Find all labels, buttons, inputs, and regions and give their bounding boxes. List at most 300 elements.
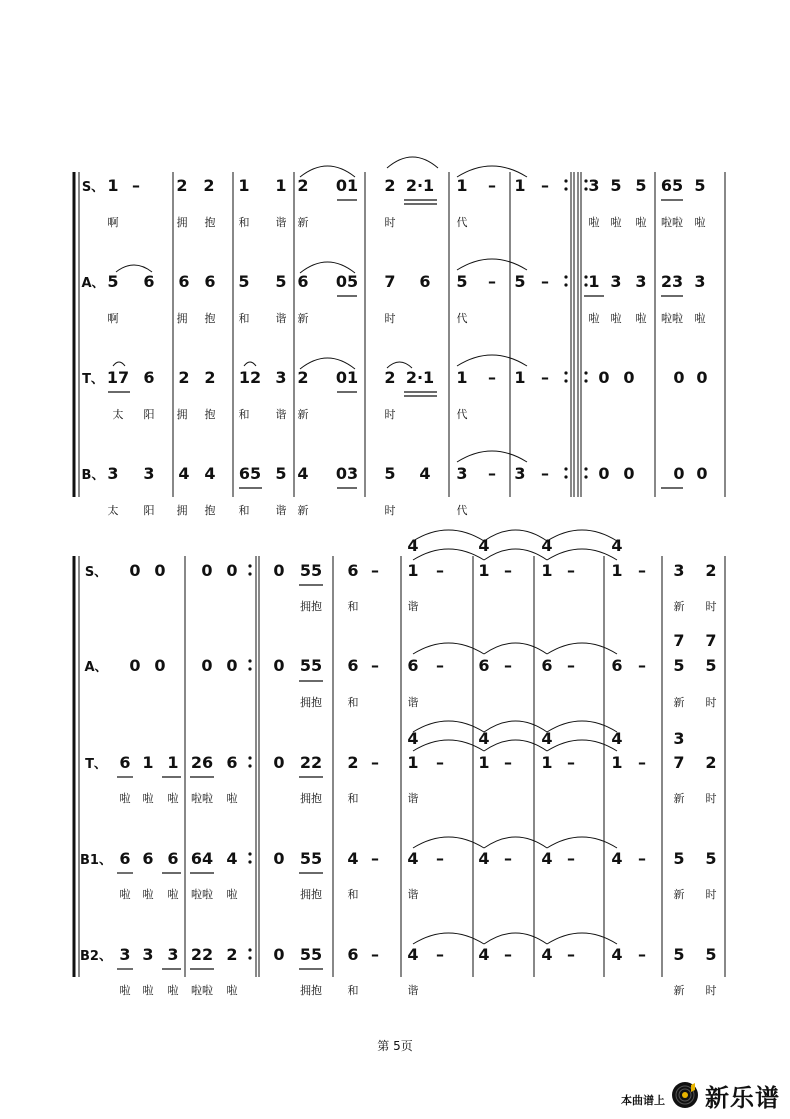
lyric: 新 bbox=[297, 312, 309, 325]
note: 17 bbox=[106, 368, 130, 387]
note: 5 bbox=[384, 464, 396, 483]
lyric: 啦 bbox=[167, 792, 179, 805]
lyric: 抱 bbox=[204, 312, 216, 325]
slur bbox=[113, 362, 125, 366]
note: 6 bbox=[347, 656, 359, 675]
note: 3 bbox=[610, 272, 622, 291]
note: – bbox=[567, 656, 575, 675]
lyric: 和 bbox=[347, 600, 359, 613]
note: 5 bbox=[635, 176, 647, 195]
lyric: 拥 bbox=[176, 216, 188, 229]
note: 5 bbox=[107, 272, 119, 291]
chord-note: 7 bbox=[705, 631, 717, 650]
note: 23 bbox=[660, 272, 684, 291]
lyric: 代 bbox=[456, 408, 468, 421]
lyric: 拥抱 bbox=[300, 600, 322, 613]
note: 6 bbox=[297, 272, 309, 291]
lyric: 和 bbox=[238, 504, 250, 517]
lyric: 啦 bbox=[119, 888, 131, 901]
repeat-dot bbox=[564, 379, 567, 382]
note: – bbox=[132, 176, 140, 195]
lyric: 啦 bbox=[226, 792, 238, 805]
slur bbox=[457, 451, 527, 462]
repeat-dot bbox=[584, 187, 587, 190]
lyric: 谐 bbox=[407, 888, 419, 901]
score-notes bbox=[80, 176, 717, 997]
lyric: 啦 bbox=[694, 312, 706, 325]
lyric: 啦啦 bbox=[191, 984, 213, 997]
note: 4 bbox=[347, 849, 359, 868]
lyric: 谐 bbox=[407, 696, 419, 709]
note: 3 bbox=[167, 945, 179, 964]
slur bbox=[547, 933, 617, 944]
note: 55 bbox=[299, 849, 323, 868]
voice-label: B2、 bbox=[80, 949, 112, 964]
lyric: 拥 bbox=[176, 408, 188, 421]
note: 4 bbox=[297, 464, 309, 483]
slur bbox=[244, 362, 256, 366]
chord-note: 4 bbox=[541, 536, 553, 555]
note: 1 bbox=[275, 176, 287, 195]
note: 22 bbox=[190, 945, 214, 964]
lyric: 时 bbox=[705, 600, 717, 613]
lyric: 和 bbox=[238, 408, 250, 421]
lyric: 阳 bbox=[143, 408, 155, 421]
slur bbox=[484, 933, 547, 944]
note: 4 bbox=[407, 849, 419, 868]
note: – bbox=[371, 945, 379, 964]
lyric: 谐 bbox=[407, 600, 419, 613]
note: – bbox=[504, 753, 512, 772]
repeat-dot bbox=[584, 467, 587, 470]
lyric: 啊 bbox=[107, 216, 119, 229]
note: – bbox=[436, 753, 444, 772]
note: 05 bbox=[335, 272, 359, 291]
lyric: 新 bbox=[297, 504, 309, 517]
note: 55 bbox=[299, 945, 323, 964]
note: 5 bbox=[705, 849, 717, 868]
vinyl-record-icon bbox=[671, 1081, 699, 1109]
note: 01 bbox=[335, 368, 359, 387]
repeat-dot bbox=[584, 475, 587, 478]
note: – bbox=[436, 656, 444, 675]
note: 1 bbox=[407, 561, 419, 580]
slur bbox=[484, 837, 547, 848]
lyric: 和 bbox=[238, 216, 250, 229]
lyric: 新 bbox=[673, 792, 685, 805]
lyric: 和 bbox=[347, 984, 359, 997]
lyric: 太 bbox=[112, 408, 124, 421]
lyric: 新 bbox=[673, 600, 685, 613]
lyric: 阳 bbox=[143, 504, 155, 517]
note: – bbox=[638, 656, 646, 675]
repeat-dot bbox=[248, 564, 251, 567]
repeat-dot bbox=[248, 764, 251, 767]
note: – bbox=[638, 945, 646, 964]
note: – bbox=[504, 849, 512, 868]
note: 6 bbox=[478, 656, 490, 675]
note: – bbox=[488, 368, 496, 387]
note: 0 bbox=[598, 368, 610, 387]
note: 4 bbox=[204, 464, 216, 483]
note: – bbox=[541, 272, 549, 291]
note: 1 bbox=[478, 561, 490, 580]
note: 4 bbox=[541, 849, 553, 868]
note: – bbox=[504, 561, 512, 580]
note: 1 bbox=[611, 561, 623, 580]
slur bbox=[484, 643, 547, 654]
lyric: 谐 bbox=[407, 792, 419, 805]
lyric: 时 bbox=[705, 696, 717, 709]
note: 0 bbox=[273, 753, 285, 772]
note: 4 bbox=[611, 945, 623, 964]
repeat-dot bbox=[564, 371, 567, 374]
note: 0 bbox=[696, 368, 708, 387]
note: 5 bbox=[673, 849, 685, 868]
lyric: 新 bbox=[297, 408, 309, 421]
lyric: 代 bbox=[456, 216, 468, 229]
note: 3 bbox=[635, 272, 647, 291]
lyric: 和 bbox=[347, 696, 359, 709]
repeat-dot bbox=[584, 275, 587, 278]
note: – bbox=[371, 656, 379, 675]
note: 0 bbox=[154, 561, 166, 580]
note: 0 bbox=[273, 656, 285, 675]
lyric: 抱 bbox=[204, 408, 216, 421]
note: 0 bbox=[273, 849, 285, 868]
note: 4 bbox=[419, 464, 431, 483]
lyric: 啦 bbox=[635, 312, 647, 325]
note: 3 bbox=[275, 368, 287, 387]
note: 5 bbox=[673, 945, 685, 964]
note: 1 bbox=[514, 368, 526, 387]
note: 5 bbox=[275, 464, 287, 483]
note: 2·1 bbox=[405, 368, 435, 387]
note: – bbox=[638, 561, 646, 580]
note: 1 bbox=[588, 272, 600, 291]
lyric: 啦 bbox=[142, 888, 154, 901]
note: 5 bbox=[514, 272, 526, 291]
note: 6 bbox=[204, 272, 216, 291]
note: 0 bbox=[154, 656, 166, 675]
note: 1 bbox=[456, 176, 468, 195]
note: – bbox=[567, 753, 575, 772]
note: 2 bbox=[226, 945, 238, 964]
lyric: 啦啦 bbox=[191, 792, 213, 805]
slur bbox=[413, 530, 484, 541]
lyric: 啦啦 bbox=[661, 216, 683, 229]
lyric: 时 bbox=[705, 984, 717, 997]
lyric: 谐 bbox=[275, 312, 287, 325]
lyric: 啦 bbox=[588, 312, 600, 325]
lyric: 啦 bbox=[142, 984, 154, 997]
note: 12 bbox=[238, 368, 262, 387]
lyric: 时 bbox=[384, 312, 396, 325]
note: 65 bbox=[238, 464, 262, 483]
note: – bbox=[436, 945, 444, 964]
lyric: 谐 bbox=[275, 408, 287, 421]
note: 6 bbox=[143, 368, 155, 387]
lyric: 啦啦 bbox=[191, 888, 213, 901]
lyric: 时 bbox=[384, 408, 396, 421]
note: 0 bbox=[598, 464, 610, 483]
note: 2 bbox=[204, 368, 216, 387]
note: 3 bbox=[588, 176, 600, 195]
repeat-dot bbox=[564, 475, 567, 478]
lyric: 谐 bbox=[275, 216, 287, 229]
note: 55 bbox=[299, 656, 323, 675]
note: 5 bbox=[705, 656, 717, 675]
chord-note: 4 bbox=[478, 729, 490, 748]
note: 0 bbox=[226, 561, 238, 580]
slur bbox=[547, 643, 617, 654]
note: 0 bbox=[226, 656, 238, 675]
note: 6 bbox=[167, 849, 179, 868]
voice-label: A、 bbox=[84, 660, 108, 675]
lyric: 时 bbox=[384, 216, 396, 229]
note: 5 bbox=[456, 272, 468, 291]
lyric: 和 bbox=[238, 312, 250, 325]
voice-label: B、 bbox=[81, 468, 105, 483]
lyric: 啊 bbox=[107, 312, 119, 325]
lyric: 代 bbox=[456, 312, 468, 325]
note: 5 bbox=[238, 272, 250, 291]
repeat-dot bbox=[248, 572, 251, 575]
note: 5 bbox=[694, 176, 706, 195]
note: – bbox=[371, 561, 379, 580]
lyric: 拥抱 bbox=[300, 696, 322, 709]
note: 1 bbox=[541, 561, 553, 580]
page-number: 第 5页 bbox=[377, 1039, 413, 1053]
voice-label: S、 bbox=[84, 565, 108, 580]
lyric: 啦啦 bbox=[661, 312, 683, 325]
note: 6 bbox=[347, 561, 359, 580]
repeat-dot bbox=[564, 275, 567, 278]
lyric: 啦 bbox=[119, 984, 131, 997]
note: 0 bbox=[129, 561, 141, 580]
note: 0 bbox=[129, 656, 141, 675]
note: 1 bbox=[611, 753, 623, 772]
repeat-dot bbox=[564, 187, 567, 190]
voice-label: T、 bbox=[82, 372, 104, 387]
repeat-dot bbox=[248, 659, 251, 662]
note: 3 bbox=[456, 464, 468, 483]
note: 2 bbox=[384, 368, 396, 387]
note: 1 bbox=[456, 368, 468, 387]
note: 2 bbox=[705, 561, 717, 580]
chord-note: 4 bbox=[611, 729, 623, 748]
lyric: 啦 bbox=[635, 216, 647, 229]
note: 3 bbox=[143, 464, 155, 483]
repeat-dot bbox=[564, 283, 567, 286]
chord-note: 4 bbox=[541, 729, 553, 748]
note: 6 bbox=[119, 753, 131, 772]
chord-note: 4 bbox=[478, 536, 490, 555]
note: 01 bbox=[335, 176, 359, 195]
note: 1 bbox=[167, 753, 179, 772]
note: – bbox=[541, 176, 549, 195]
slur bbox=[484, 740, 547, 751]
lyric: 新 bbox=[673, 984, 685, 997]
note: – bbox=[567, 849, 575, 868]
footer-brand: 新乐谱 bbox=[705, 1083, 780, 1112]
voice-label: T、 bbox=[85, 757, 107, 772]
note: 2 bbox=[297, 368, 309, 387]
lyric: 啦 bbox=[610, 312, 622, 325]
note: 4 bbox=[478, 849, 490, 868]
note: 64 bbox=[190, 849, 214, 868]
note: 1 bbox=[407, 753, 419, 772]
note: 6 bbox=[419, 272, 431, 291]
note: 65 bbox=[660, 176, 684, 195]
note: – bbox=[488, 272, 496, 291]
note: 6 bbox=[611, 656, 623, 675]
repeat-dot bbox=[564, 467, 567, 470]
chord-note: 4 bbox=[611, 536, 623, 555]
slur bbox=[547, 530, 617, 541]
note: 3 bbox=[673, 561, 685, 580]
note: 6 bbox=[142, 849, 154, 868]
note: 2 bbox=[176, 176, 188, 195]
lyric: 啦 bbox=[588, 216, 600, 229]
note: 3 bbox=[514, 464, 526, 483]
lyric: 时 bbox=[705, 888, 717, 901]
slur bbox=[457, 355, 527, 366]
note: – bbox=[541, 464, 549, 483]
note: 7 bbox=[384, 272, 396, 291]
repeat-dot bbox=[584, 179, 587, 182]
lyric: 拥 bbox=[176, 504, 188, 517]
chord-note: 4 bbox=[407, 536, 419, 555]
slur bbox=[547, 721, 617, 732]
note: 2 bbox=[384, 176, 396, 195]
note: 22 bbox=[299, 753, 323, 772]
note: 6 bbox=[178, 272, 190, 291]
note: – bbox=[541, 368, 549, 387]
note: 0 bbox=[201, 561, 213, 580]
lyric: 时 bbox=[705, 792, 717, 805]
note: 5 bbox=[275, 272, 287, 291]
note: – bbox=[436, 849, 444, 868]
lyric: 抱 bbox=[204, 216, 216, 229]
note: 4 bbox=[541, 945, 553, 964]
lyric: 拥抱 bbox=[300, 888, 322, 901]
note: 4 bbox=[226, 849, 238, 868]
slur bbox=[484, 530, 547, 541]
note: – bbox=[504, 945, 512, 964]
voice-label: A、 bbox=[81, 276, 105, 291]
voice-label: S、 bbox=[81, 180, 105, 195]
chord-note: 4 bbox=[407, 729, 419, 748]
slur bbox=[547, 549, 617, 560]
lyric: 和 bbox=[347, 792, 359, 805]
note: 0 bbox=[623, 368, 635, 387]
slur bbox=[387, 157, 438, 168]
lyric: 啦 bbox=[610, 216, 622, 229]
lyric: 啦 bbox=[167, 984, 179, 997]
note: 6 bbox=[407, 656, 419, 675]
note: – bbox=[638, 849, 646, 868]
note: 6 bbox=[119, 849, 131, 868]
note: 3 bbox=[694, 272, 706, 291]
note: 6 bbox=[541, 656, 553, 675]
note: – bbox=[638, 753, 646, 772]
note: 3 bbox=[142, 945, 154, 964]
note: 5 bbox=[705, 945, 717, 964]
note: – bbox=[371, 753, 379, 772]
lyric: 代 bbox=[456, 504, 468, 517]
note: 1 bbox=[142, 753, 154, 772]
lyric: 啦 bbox=[142, 792, 154, 805]
lyric: 新 bbox=[673, 888, 685, 901]
lyric: 啦 bbox=[167, 888, 179, 901]
note: – bbox=[504, 656, 512, 675]
slur bbox=[547, 837, 617, 848]
note: 3 bbox=[119, 945, 131, 964]
slur bbox=[484, 549, 547, 560]
voice-label: B1、 bbox=[80, 853, 112, 868]
repeat-dot bbox=[248, 956, 251, 959]
note: 26 bbox=[190, 753, 214, 772]
footer-watermark bbox=[621, 1077, 780, 1113]
repeat-dot bbox=[248, 667, 251, 670]
note: 5 bbox=[610, 176, 622, 195]
note: 2 bbox=[297, 176, 309, 195]
lyric: 啦 bbox=[226, 984, 238, 997]
lyric: 太 bbox=[107, 504, 119, 517]
note: 1 bbox=[541, 753, 553, 772]
footer-credit: 本曲谱上 bbox=[621, 1094, 665, 1107]
lyric: 啦 bbox=[226, 888, 238, 901]
repeat-dot bbox=[584, 371, 587, 374]
note: 0 bbox=[623, 464, 635, 483]
repeat-dot bbox=[564, 179, 567, 182]
lyric: 时 bbox=[384, 504, 396, 517]
note: 0 bbox=[673, 368, 685, 387]
note: 1 bbox=[107, 176, 119, 195]
lyric: 抱 bbox=[204, 504, 216, 517]
note: 2·1 bbox=[405, 176, 435, 195]
note: 0 bbox=[201, 656, 213, 675]
lyric: 谐 bbox=[275, 504, 287, 517]
lyric: 新 bbox=[673, 696, 685, 709]
note: 3 bbox=[107, 464, 119, 483]
repeat-dot bbox=[584, 283, 587, 286]
repeat-dot bbox=[248, 852, 251, 855]
lyric: 和 bbox=[347, 888, 359, 901]
slur bbox=[457, 259, 527, 270]
lyric: 拥 bbox=[176, 312, 188, 325]
note: 5 bbox=[673, 656, 685, 675]
note: 4 bbox=[178, 464, 190, 483]
slur bbox=[547, 740, 617, 751]
note: – bbox=[371, 849, 379, 868]
note: 2 bbox=[203, 176, 215, 195]
chord-note: 7 bbox=[673, 631, 685, 650]
note: 7 bbox=[673, 753, 685, 772]
note: 0 bbox=[273, 561, 285, 580]
slur bbox=[116, 265, 152, 272]
note: 1 bbox=[238, 176, 250, 195]
note: 55 bbox=[299, 561, 323, 580]
note: 0 bbox=[696, 464, 708, 483]
lyric: 啦 bbox=[694, 216, 706, 229]
note: 0 bbox=[273, 945, 285, 964]
repeat-dot bbox=[248, 948, 251, 951]
note: – bbox=[488, 464, 496, 483]
note: – bbox=[567, 945, 575, 964]
note: 4 bbox=[611, 849, 623, 868]
